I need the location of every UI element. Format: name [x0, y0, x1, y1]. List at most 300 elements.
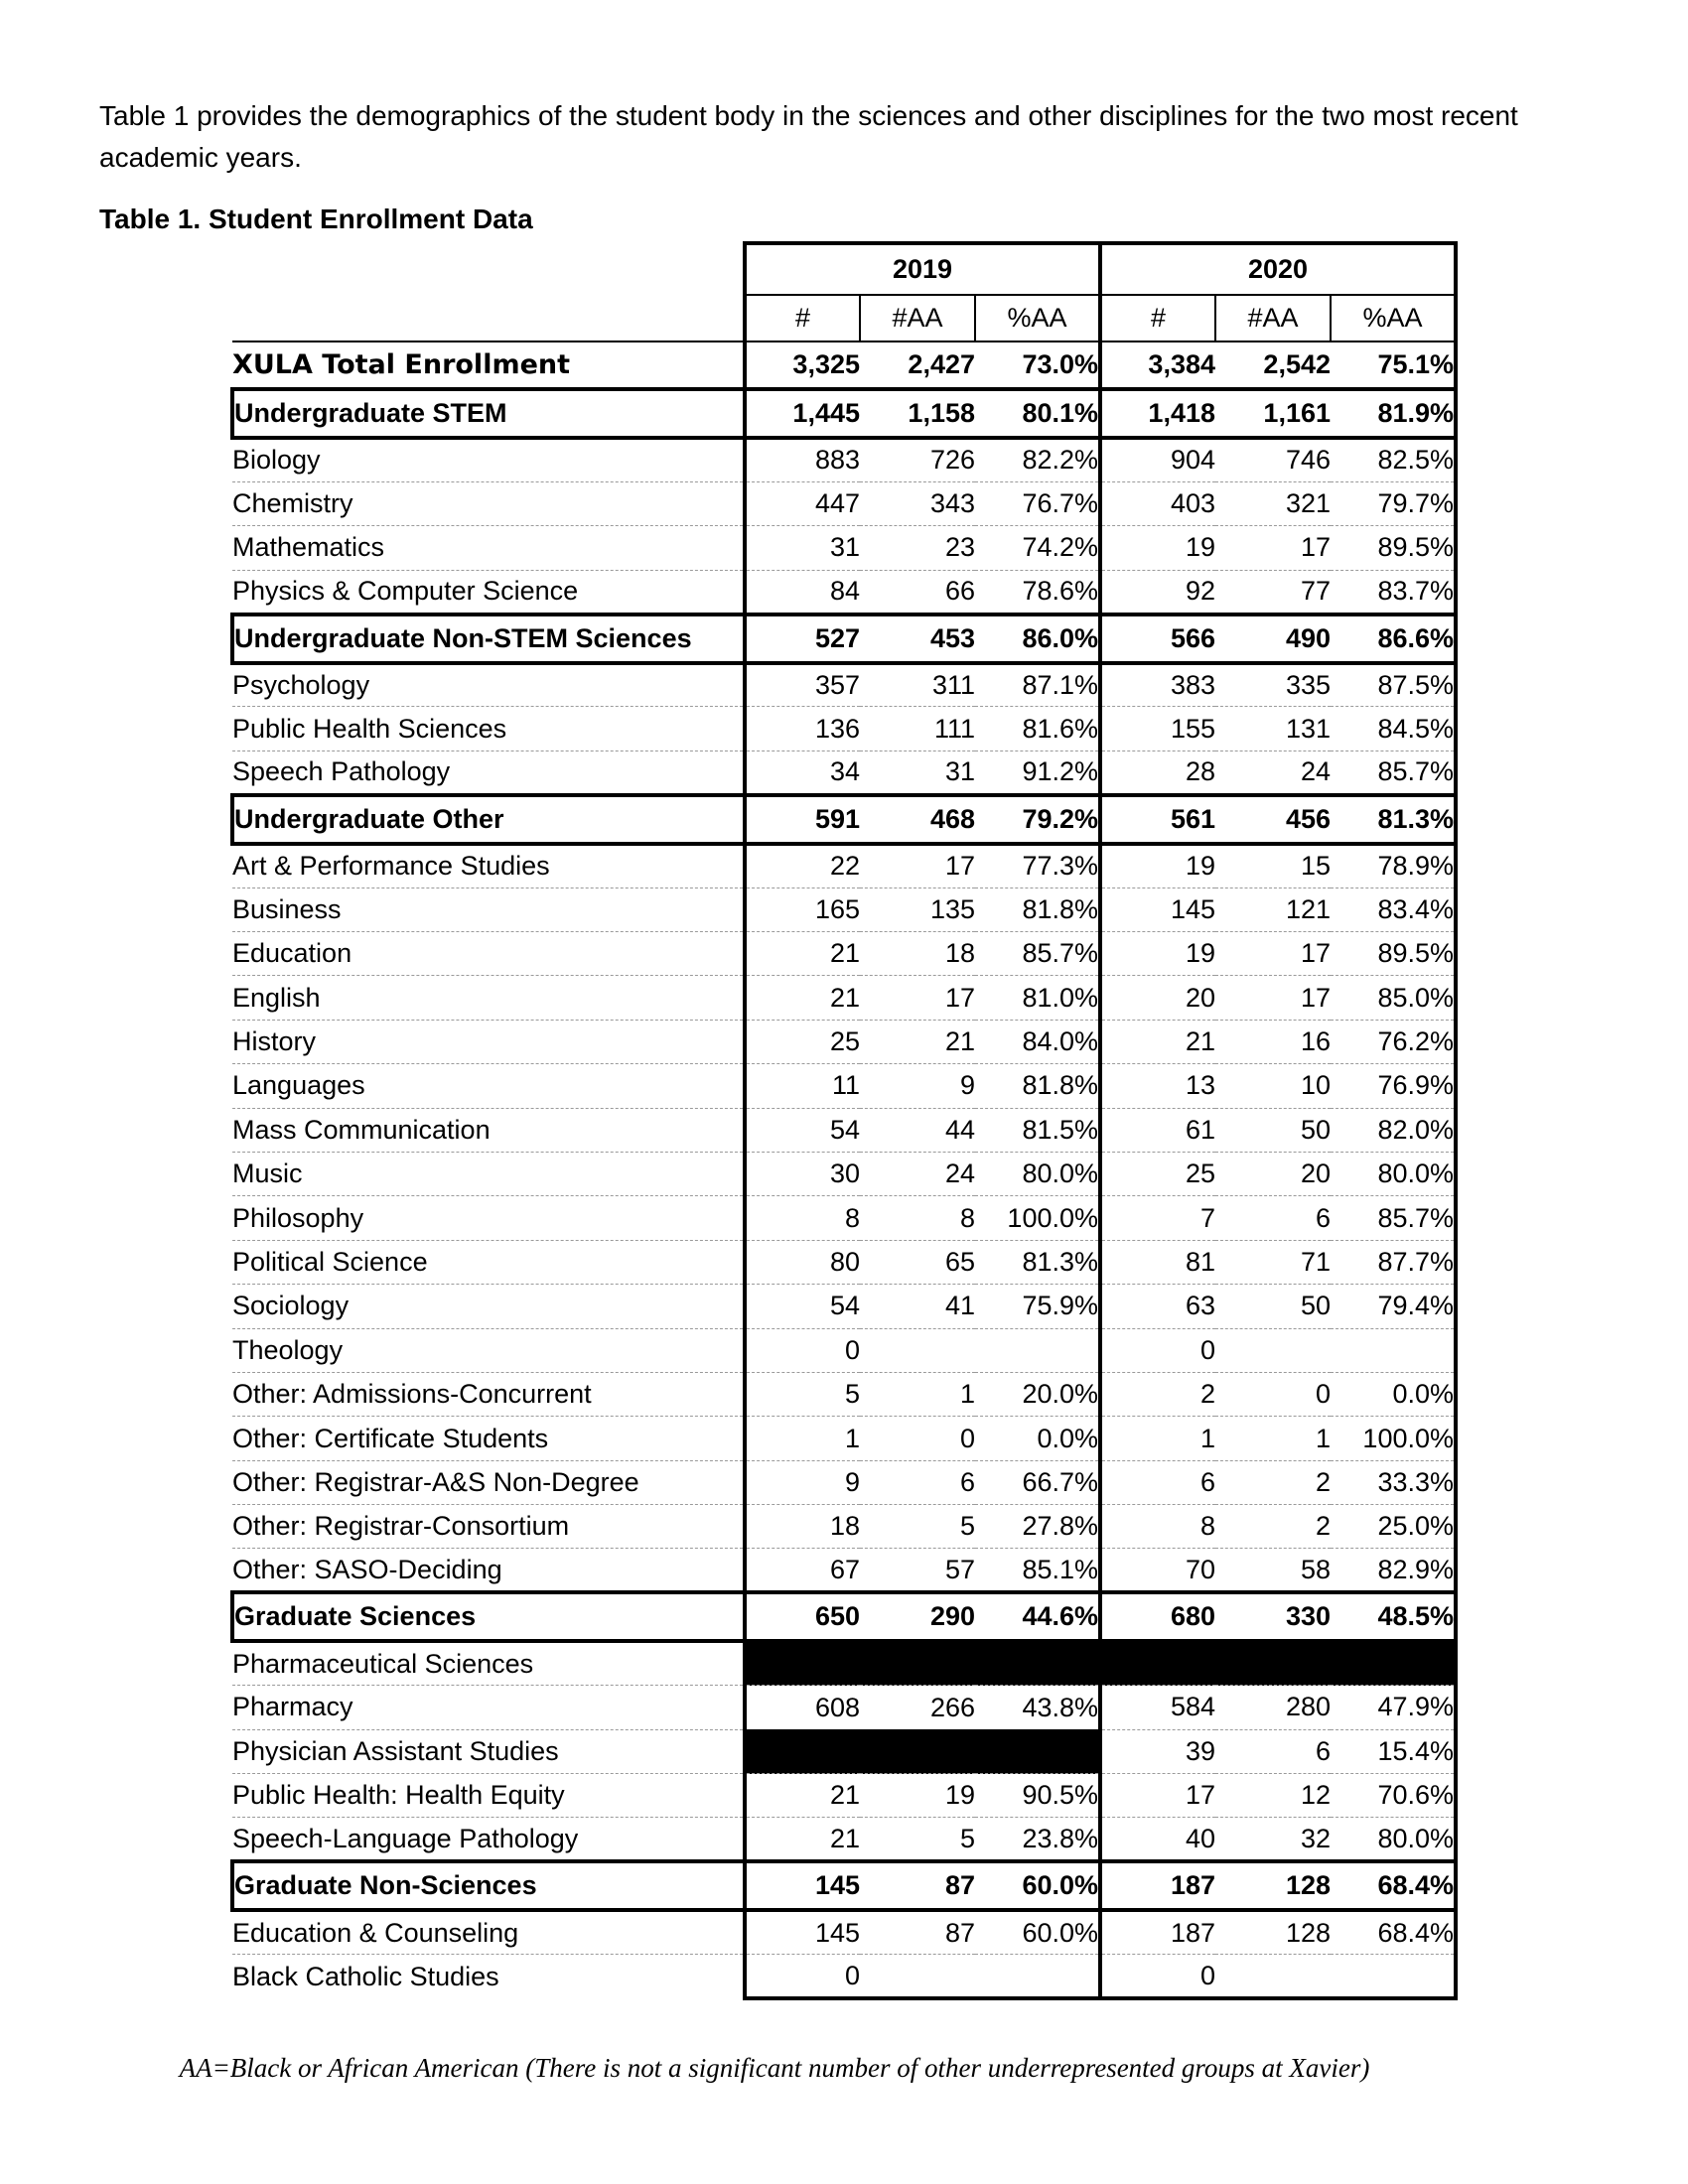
- count-cell: 34: [745, 751, 860, 794]
- aa-percent-cell: 68.4%: [1331, 1861, 1456, 1910]
- aa-percent-cell: 77.3%: [975, 844, 1100, 887]
- aa-count-cell: 24: [1215, 751, 1331, 794]
- count-cell: 1: [1100, 1417, 1215, 1460]
- table-row: [232, 1955, 1456, 1998]
- enrollment-table: [230, 241, 1458, 2000]
- aa-count-cell: 343: [860, 481, 975, 525]
- count-cell: 21: [745, 1774, 860, 1818]
- row-label: Political Science: [232, 1240, 745, 1284]
- aa-percent-cell: 27.8%: [975, 1505, 1100, 1549]
- count-cell: 566: [1100, 614, 1215, 663]
- aa-count-cell: 335: [1285, 670, 1331, 700]
- aa-percent-cell: 87.1%: [975, 663, 1100, 707]
- count-cell: 11: [745, 1064, 860, 1108]
- aa-percent-cell: 83.7%: [1331, 570, 1456, 614]
- aa-percent-cell: 80.1%: [975, 389, 1100, 438]
- count-cell: 0: [745, 1955, 860, 1998]
- aa-count-cell: 128: [1285, 1917, 1331, 1948]
- count-cell: 3,384: [1100, 341, 1215, 389]
- row-label: Pharmacy: [232, 1686, 745, 1729]
- count-cell: 20: [1100, 976, 1215, 1020]
- count-cell: 1,418: [1100, 389, 1215, 438]
- aa-count-cell: 1,158: [860, 389, 975, 438]
- aa-percent-cell: 86.6%: [1331, 614, 1456, 663]
- table-row: [232, 1729, 1456, 1773]
- aa-count-cell: 746: [1285, 445, 1331, 476]
- aa-count-cell: 32: [1215, 1818, 1331, 1861]
- aa-percent-cell: 15.4%: [1331, 1729, 1456, 1773]
- aa-count-cell: 21: [860, 1020, 975, 1063]
- count-cell: 145: [745, 1910, 860, 1954]
- aa-count-cell: 44: [860, 1108, 975, 1152]
- aa-percent-cell: 79.2%: [975, 795, 1100, 844]
- table-row: [232, 1641, 1456, 1685]
- aa-count-cell: 17: [1215, 526, 1331, 570]
- aa-percent-cell: 87.5%: [1331, 663, 1456, 707]
- row-label: Speech-Language Pathology: [232, 1818, 745, 1861]
- count-cell: 136: [745, 707, 860, 751]
- row-label: Physics & Computer Science: [232, 570, 745, 614]
- aa-percent-cell: 60.0%: [975, 1910, 1100, 1954]
- row-label: Mathematics: [232, 526, 745, 570]
- row-label: Business: [232, 887, 745, 931]
- aa-count-cell: 1: [860, 1372, 975, 1416]
- aa-percent-cell: 47.9%: [1331, 1686, 1456, 1729]
- aa-percent-cell: 76.2%: [1331, 1020, 1456, 1063]
- aa-percent-cell: 78.9%: [1331, 844, 1456, 887]
- count-cell: 3,325: [745, 341, 860, 389]
- count-cell: 1: [745, 1417, 860, 1460]
- count-cell: 165: [745, 887, 860, 931]
- table-row: [232, 976, 1456, 1020]
- aa-count-cell: 280: [1215, 1686, 1331, 1729]
- count-cell: 84: [745, 570, 860, 614]
- aa-count-cell: 330: [1215, 1592, 1331, 1641]
- aa-percent-cell: 48.5%: [1331, 1592, 1456, 1641]
- aa-percent-cell: 100.0%: [975, 1196, 1100, 1240]
- count-cell: 21: [1100, 1020, 1215, 1063]
- count-cell: 9: [745, 1460, 860, 1504]
- count-cell: 61: [1100, 1108, 1215, 1152]
- aa-count-cell: 131: [1215, 707, 1331, 751]
- count-cell: 527: [745, 614, 860, 663]
- aa-count-cell: 2,542: [1215, 341, 1331, 389]
- aa-percent-cell: 81.3%: [975, 1240, 1100, 1284]
- column-header: #: [1100, 295, 1215, 341]
- aa-percent-cell: 85.7%: [975, 932, 1100, 976]
- aa-percent-cell: 85.1%: [975, 1549, 1100, 1592]
- aa-percent-cell: 20.0%: [975, 1372, 1100, 1416]
- aa-percent-cell: 80.0%: [975, 1152, 1100, 1195]
- aa-percent-cell: 66.7%: [975, 1460, 1100, 1504]
- count-cell: 63: [1100, 1285, 1215, 1328]
- table-row: [232, 1285, 1456, 1328]
- aa-count-cell: 9: [860, 1064, 975, 1108]
- aa-percent-cell: 90.5%: [975, 1774, 1100, 1818]
- table-row: [232, 1372, 1456, 1416]
- aa-count-cell: 65: [860, 1240, 975, 1284]
- aa-count-cell: 71: [1215, 1240, 1331, 1284]
- aa-percent-cell: 81.8%: [975, 1064, 1100, 1108]
- aa-percent-cell: 81.0%: [975, 976, 1100, 1020]
- aa-count-cell: 135: [860, 887, 975, 931]
- count-cell: 5: [745, 1372, 860, 1416]
- aa-count-cell: 18: [860, 932, 975, 976]
- table-row: [232, 1417, 1456, 1460]
- row-label: Philosophy: [232, 1196, 745, 1240]
- aa-count-cell: 66: [860, 570, 975, 614]
- count-cell: 39: [1100, 1729, 1215, 1773]
- table-row: [232, 481, 1456, 525]
- table-row: [232, 1818, 1456, 1861]
- aa-percent-cell: 81.3%: [1331, 795, 1456, 844]
- aa-percent-cell: 79.4%: [1331, 1285, 1456, 1328]
- column-header: %AA: [975, 295, 1100, 341]
- aa-count-cell: 50: [1215, 1285, 1331, 1328]
- aa-percent-cell: [1331, 1955, 1456, 1998]
- aa-percent-cell: [975, 1955, 1100, 1998]
- section-label: Undergraduate Non-STEM Sciences: [232, 614, 745, 663]
- section-row: [232, 1861, 1456, 1910]
- count-cell: 17: [1100, 1774, 1215, 1818]
- aa-percent-cell: 85.7%: [1331, 1196, 1456, 1240]
- aa-count-cell: 321: [1215, 481, 1331, 525]
- aa-count-cell: 0: [1215, 1372, 1331, 1416]
- section-label: Graduate Sciences: [232, 1592, 745, 1641]
- section-row: [232, 795, 1456, 844]
- section-label: Graduate Non-Sciences: [232, 1861, 745, 1910]
- count-cell: 2: [1100, 1372, 1215, 1416]
- table-row: [232, 570, 1456, 614]
- section-row: [232, 1592, 1456, 1641]
- aa-percent-cell: 100.0%: [1331, 1417, 1456, 1460]
- aa-count-cell: 20: [1215, 1152, 1331, 1195]
- count-cell: 1,445: [745, 389, 860, 438]
- aa-count-cell: 490: [1215, 614, 1331, 663]
- count-cell: 680: [1100, 1592, 1215, 1641]
- count-cell: 40: [1100, 1818, 1215, 1861]
- header-spacer: [232, 243, 745, 295]
- row-label: Biology: [232, 445, 321, 476]
- aa-percent-cell: 60.0%: [975, 1861, 1100, 1910]
- row-label: Physician Assistant Studies: [232, 1729, 745, 1773]
- footnote: AA=Black or African American (There is not a significant number of other underrepresented groups at Xavier): [179, 2053, 1370, 2083]
- table-row: [232, 1196, 1456, 1240]
- aa-count-cell: 128: [1215, 1861, 1331, 1910]
- row-label: History: [232, 1020, 745, 1063]
- aa-count-cell: 57: [860, 1549, 975, 1592]
- aa-count-cell: 111: [860, 707, 975, 751]
- total-label: XULA Total Enrollment: [232, 341, 745, 389]
- aa-percent-cell: 86.0%: [975, 614, 1100, 663]
- count-cell: 19: [1100, 932, 1215, 976]
- count-cell: 608: [745, 1686, 860, 1729]
- aa-count-cell: 6: [860, 1460, 975, 1504]
- count-cell: 187: [1100, 1861, 1215, 1910]
- aa-percent-cell: 76.7%: [975, 481, 1100, 525]
- row-label: Chemistry: [232, 481, 745, 525]
- table-row: [232, 1020, 1456, 1063]
- row-label: Other: Admissions-Concurrent: [232, 1372, 745, 1416]
- aa-percent-cell: 81.9%: [1331, 389, 1456, 438]
- count-cell: 8: [745, 1196, 860, 1240]
- aa-percent-cell: 84.0%: [975, 1020, 1100, 1063]
- aa-percent-cell: 73.0%: [975, 341, 1100, 389]
- aa-count-cell: 31: [860, 751, 975, 794]
- count-cell: 447: [745, 481, 860, 525]
- count-cell: 13: [1100, 1064, 1215, 1108]
- aa-count-cell: 24: [860, 1152, 975, 1195]
- aa-percent-cell: 75.9%: [975, 1285, 1100, 1328]
- table-row: [232, 1064, 1456, 1108]
- aa-count-cell: 468: [860, 795, 975, 844]
- aa-count-cell: 50: [1215, 1108, 1331, 1152]
- aa-percent-cell: 81.6%: [975, 707, 1100, 751]
- aa-count-cell: 453: [860, 614, 975, 663]
- table-row: [232, 707, 1456, 751]
- aa-percent-cell: 0.0%: [975, 1417, 1100, 1460]
- count-cell: 7: [1100, 1196, 1215, 1240]
- row-label: Music: [232, 1152, 745, 1195]
- aa-count-cell: 6: [1215, 1196, 1331, 1240]
- column-header: %AA: [1331, 295, 1456, 341]
- aa-percent-cell: 68.4%: [1331, 1910, 1456, 1954]
- aa-percent-cell: 70.6%: [1331, 1774, 1456, 1818]
- aa-percent-cell: 78.6%: [975, 570, 1100, 614]
- aa-count-cell: 456: [1215, 795, 1331, 844]
- aa-count-cell: 17: [1215, 976, 1331, 1020]
- aa-count-cell: [1215, 1328, 1331, 1372]
- count-cell: 18: [745, 1505, 860, 1549]
- column-header: #AA: [1215, 295, 1331, 341]
- aa-percent-cell: 85.7%: [1331, 751, 1456, 794]
- table-row: [232, 932, 1456, 976]
- count-cell: 383: [1100, 663, 1215, 707]
- redacted-cell-2020: [1100, 1641, 1456, 1685]
- count-cell: 54: [745, 1285, 860, 1328]
- table-row: [232, 663, 1456, 707]
- row-label: Other: SASO-Deciding: [232, 1549, 745, 1592]
- count-cell: 145: [1100, 887, 1215, 931]
- count-cell: 19: [1100, 526, 1215, 570]
- aa-count-cell: 41: [860, 1285, 975, 1328]
- row-label: Education & Counseling: [232, 1917, 519, 1948]
- table-row: [232, 1240, 1456, 1284]
- count-cell: 25: [1100, 1152, 1215, 1195]
- row-label: Other: Registrar-A&S Non-Degree: [232, 1460, 745, 1504]
- row-label: Other: Certificate Students: [232, 1417, 745, 1460]
- aa-count-cell: [860, 1955, 975, 1998]
- aa-percent-cell: 81.5%: [975, 1108, 1100, 1152]
- count-cell: 22: [745, 844, 860, 887]
- aa-count-cell: 8: [860, 1196, 975, 1240]
- aa-count-cell: 5: [860, 1818, 975, 1861]
- count-cell: 19: [1100, 844, 1215, 887]
- table-row: [232, 1460, 1456, 1504]
- aa-percent-cell: 0.0%: [1331, 1372, 1456, 1416]
- aa-count-cell: 87: [860, 1861, 975, 1910]
- header-spacer: [232, 295, 745, 341]
- count-cell: 31: [745, 526, 860, 570]
- table-row: [232, 1328, 1456, 1372]
- table-row: [232, 1108, 1456, 1152]
- aa-percent-cell: 87.7%: [1331, 1240, 1456, 1284]
- table-row: [232, 1505, 1456, 1549]
- total-row: [232, 341, 1456, 389]
- aa-count-cell: 2,427: [860, 341, 975, 389]
- aa-count-cell: [860, 1328, 975, 1372]
- aa-percent-cell: 82.0%: [1331, 1108, 1456, 1152]
- aa-percent-cell: 80.0%: [1331, 1818, 1456, 1861]
- table-row: [232, 1910, 1456, 1954]
- section-label: Undergraduate Other: [232, 795, 745, 844]
- aa-percent-cell: 82.5%: [1331, 438, 1456, 481]
- count-cell: 904: [1100, 438, 1215, 481]
- count-cell: 54: [745, 1108, 860, 1152]
- count-cell: 650: [745, 1592, 860, 1641]
- count-cell: 30: [745, 1152, 860, 1195]
- aa-count-cell: 16: [1215, 1020, 1331, 1063]
- count-cell: 67: [745, 1549, 860, 1592]
- count-cell: 357: [745, 663, 860, 707]
- aa-count-cell: 2: [1215, 1460, 1331, 1504]
- table-row: [232, 526, 1456, 570]
- aa-percent-cell: 83.4%: [1331, 887, 1456, 931]
- row-label: Speech Pathology: [232, 751, 745, 794]
- aa-count-cell: 10: [1215, 1064, 1331, 1108]
- count-cell: 21: [745, 1818, 860, 1861]
- aa-percent-cell: [1331, 1328, 1456, 1372]
- section-row: [232, 389, 1456, 438]
- row-label: Black Catholic Studies: [232, 1955, 745, 1998]
- aa-count-cell: 726: [929, 445, 975, 476]
- section-label: Undergraduate STEM: [232, 389, 745, 438]
- row-label: English: [232, 976, 745, 1020]
- row-label: Languages: [232, 1064, 745, 1108]
- aa-count-cell: 0: [860, 1417, 975, 1460]
- column-header: #: [745, 295, 860, 341]
- table-row: [232, 1686, 1456, 1729]
- aa-count-cell: 1: [1215, 1417, 1331, 1460]
- aa-count-cell: 77: [1215, 570, 1331, 614]
- count-cell: 81: [1100, 1240, 1215, 1284]
- table-row: [232, 844, 1456, 887]
- aa-count-cell: [1215, 1955, 1331, 1998]
- year-header-row: [232, 243, 1456, 295]
- aa-percent-cell: 81.8%: [975, 887, 1100, 931]
- aa-percent-cell: 74.2%: [975, 526, 1100, 570]
- count-cell: 155: [1100, 707, 1215, 751]
- count-cell: 187: [1100, 1910, 1215, 1954]
- aa-count-cell: 311: [931, 670, 975, 700]
- aa-percent-cell: 75.1%: [1331, 341, 1456, 389]
- aa-count-cell: 5: [860, 1505, 975, 1549]
- aa-count-cell: 1,161: [1215, 389, 1331, 438]
- aa-count-cell: 87: [944, 1917, 975, 1948]
- intro-paragraph: Table 1 provides the demographics of the student body in the sciences and other disciplines for the two most recent academic years.: [99, 100, 1518, 173]
- section-row: [232, 614, 1456, 663]
- aa-count-cell: 266: [860, 1686, 975, 1729]
- count-cell: 6: [1100, 1460, 1215, 1504]
- aa-percent-cell: 43.8%: [975, 1686, 1100, 1729]
- aa-percent-cell: 82.9%: [1331, 1549, 1456, 1592]
- aa-percent-cell: 76.9%: [1331, 1064, 1456, 1108]
- aa-count-cell: 58: [1215, 1549, 1331, 1592]
- row-label: Theology: [232, 1328, 745, 1372]
- row-label: Pharmaceutical Sciences: [232, 1648, 534, 1679]
- aa-count-cell: 17: [860, 976, 975, 1020]
- aa-percent-cell: [975, 1328, 1100, 1372]
- aa-percent-cell: 89.5%: [1331, 526, 1456, 570]
- aa-percent-cell: 23.8%: [975, 1818, 1100, 1861]
- count-cell: 80: [745, 1240, 860, 1284]
- row-label: Other: Registrar-Consortium: [232, 1505, 745, 1549]
- count-cell: 561: [1100, 795, 1215, 844]
- aa-percent-cell: 82.2%: [975, 438, 1100, 481]
- row-label: Mass Communication: [232, 1108, 745, 1152]
- count-cell: 883: [745, 438, 860, 481]
- aa-count-cell: 23: [860, 526, 975, 570]
- table-row: [232, 751, 1456, 794]
- count-cell: 584: [1100, 1686, 1215, 1729]
- count-cell: 25: [745, 1020, 860, 1063]
- aa-count-cell: 290: [860, 1592, 975, 1641]
- aa-percent-cell: 25.0%: [1331, 1505, 1456, 1549]
- count-cell: 70: [1100, 1549, 1215, 1592]
- year-header-2020: 2020: [1100, 243, 1456, 295]
- table-row: [232, 1152, 1456, 1195]
- count-cell: 21: [745, 976, 860, 1020]
- row-label: Public Health Sciences: [232, 707, 745, 751]
- aa-count-cell: 19: [860, 1774, 975, 1818]
- row-label: Education: [232, 932, 745, 976]
- row-label: Sociology: [232, 1285, 745, 1328]
- row-label: Art & Performance Studies: [232, 851, 550, 882]
- aa-percent-cell: 91.2%: [975, 751, 1100, 794]
- aa-count-cell: 121: [1215, 887, 1331, 931]
- count-cell: 0: [1100, 1328, 1215, 1372]
- aa-percent-cell: 89.5%: [1331, 932, 1456, 976]
- count-cell: 92: [1100, 570, 1215, 614]
- table-row: [232, 1549, 1456, 1592]
- row-label: Psychology: [232, 670, 370, 700]
- aa-percent-cell: 84.5%: [1331, 707, 1456, 751]
- count-cell: 8: [1100, 1505, 1215, 1549]
- count-cell: 28: [1100, 751, 1215, 794]
- aa-percent-cell: 85.0%: [1331, 976, 1456, 1020]
- year-header-2019: 2019: [745, 243, 1100, 295]
- aa-count-cell: 2: [1215, 1505, 1331, 1549]
- column-header: #AA: [860, 295, 975, 341]
- count-cell: 0: [745, 1328, 860, 1372]
- table-caption: Table 1. Student Enrollment Data: [99, 204, 533, 234]
- count-cell: 591: [745, 795, 860, 844]
- aa-count-cell: 15: [1300, 851, 1331, 882]
- aa-count-cell: 6: [1215, 1729, 1331, 1773]
- aa-percent-cell: 33.3%: [1331, 1460, 1456, 1504]
- table-row: [232, 438, 1456, 481]
- aa-count-cell: 17: [1215, 932, 1331, 976]
- column-header-row: [232, 295, 1456, 341]
- table-row: [232, 1774, 1456, 1818]
- row-label: Public Health: Health Equity: [232, 1774, 745, 1818]
- redacted-cell-2019: [745, 1641, 1100, 1685]
- aa-count-cell: 12: [1215, 1774, 1331, 1818]
- count-cell: 145: [745, 1861, 860, 1910]
- aa-percent-cell: 44.6%: [975, 1592, 1100, 1641]
- count-cell: 403: [1100, 481, 1215, 525]
- count-cell: 21: [745, 932, 860, 976]
